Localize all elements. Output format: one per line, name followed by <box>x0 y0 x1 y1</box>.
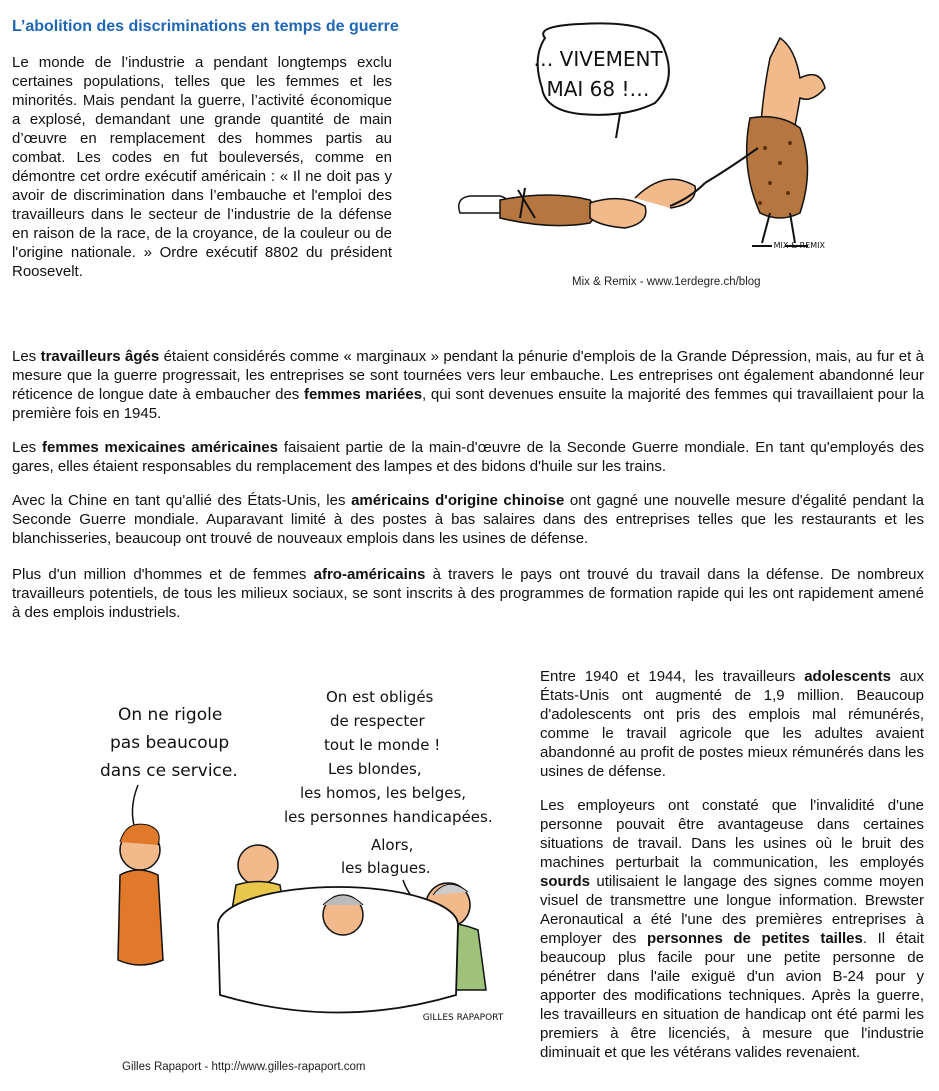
cartoon2-caption: Gilles Rapaport - http://www.gilles-rapaport.com <box>122 1061 366 1073</box>
bubble-left-line: pas beaucoup <box>110 733 230 753</box>
paragraph-chinese-american: Avec la Chine en tant qu'allié des États-Unis, les américains d'origine chinoise ont gagné une nouvelle mesure d'égalité pendant la Seconde Guerre mondiale. Auparavant limité à des postes à bas salaires dans des entreprises telles que les restaurants et les blanchisseries, beaucoup ont trouvé de nouveaux emplois dans les usines de défense. <box>12 492 924 547</box>
bold-term: sourds <box>540 873 591 890</box>
office-meeting-cartoon <box>8 660 528 1045</box>
bubble-right-line: Les blondes, <box>328 760 422 778</box>
bubble-left-line: dans ce service. <box>100 761 238 781</box>
speech-bubble <box>533 23 669 138</box>
speech-line-1: … VIVEMENT <box>533 47 663 71</box>
page-title: L’abolition des discriminations en temps de guerre <box>12 18 399 35</box>
paragraph-mexican-american: Les femmes mexicaines américaines faisaient partie de la main-d'œuvre de la Seconde Guerre mondiale. En tant qu'employés des gares, elles étaient responsables du remplacement des lampes et des bidons d'huile sur les trains. <box>12 439 924 475</box>
bubble-right-line: de respecter <box>330 712 425 730</box>
bubble-left-line: On ne rigole <box>118 705 223 725</box>
bubble-right-line: tout le monde ! <box>324 736 441 754</box>
standing-caveman <box>705 38 825 246</box>
intro-paragraph: Le monde de l’industrie a pendant longtemps exclu certaines populations, telles que les femmes et les minorités. Mais pendant la guerre, l’activité économique a explosé, demandant une grande quantité de main d’œuvre en remplacement des hommes partis au combat. Les codes en fut bouleversés, comme en démontre cet ordre exécutif américain : « Il ne doit pas y avoir de discrimination dans l’embauche et l'emploi des travailleurs dans le secteur de l’industrie de la défense en raison de la race, de la croyance, de la couleur ou de l'origine nationale. » Ordre exécutif 8802 du président Roosevelt. <box>12 54 392 280</box>
cartoon1-signature: MIX & REMIX <box>773 241 825 250</box>
bold-term: femmes mariées <box>303 386 423 403</box>
bold-term: adolescents <box>804 668 891 685</box>
bubble-small-line: Alors, <box>371 836 414 854</box>
bubble-right-line: les personnes handicapées. <box>284 808 493 826</box>
bold-term: personnes de petites tailles <box>646 930 863 947</box>
cartoon2-signature: GILLES RAPAPORT <box>422 1013 504 1023</box>
person-orange <box>118 824 163 965</box>
bubble-left <box>100 705 238 781</box>
speech-line-2: MAI 68 !… <box>546 77 650 101</box>
paragraph-disability: Les employeurs ont constaté que l'invalidité d'une personne pouvait être avantageuse dans certaines situations de travail. Dans les usines où le bruit des machines perturbait la communication, les employés sourds utilisaient le langage des signes comme moyen visuel de transmettre une longue information. Brewster Aeronautical a été l'une des premières entreprises à employer des personnes de petites tailles. Il était beaucoup plus facile pour une petite personne de pénétrer dans l'aile exiguë d'un avion B-24 pour y apporter des modifications techniques. Après la guerre, les travailleurs en situation de handicap ont été parmi les premiers à être licenciés, à mesure que l'industrie diminuait et que les vétérans valides revenaient. <box>540 797 924 1061</box>
bold-term: femmes mexicaines américaines <box>42 439 278 456</box>
person-front <box>323 895 363 935</box>
bubble-small-line: les blagues. <box>341 859 431 877</box>
cartoon1-caption: Mix & Remix - www.1erdegre.ch/blog <box>572 276 761 288</box>
paragraph-elderly-married: Les travailleurs âgés étaient considérés comme « marginaux » pendant la pénurie d'emplois de la Grande Dépression, mais, au fur et à mesure que la guerre progressait, les entreprises se sont tournées vers leur embauche. Les entreprises ont également abandonné leur réticence de longue date à embaucher des femmes mariées, qui sont devenues ensuite la majorité des femmes qui travaillaient pour la première fois en 1945. <box>12 348 925 422</box>
bubble-small <box>341 836 431 877</box>
cavemen-cartoon <box>440 18 860 268</box>
bubble-right-line: On est obligés <box>326 688 434 706</box>
paragraph-african-american: Plus d'un million d'hommes et de femmes afro-américains à travers le pays ont trouvé du travail dans la défense. De nombreux travailleurs potentiels, de tous les milieux sociaux, se sont inscrits à des programmes de formation rapide qui les ont rapidement amené à des emplois industriels. <box>12 566 924 621</box>
bold-term: travailleurs âgés <box>40 348 160 365</box>
lying-caveman <box>459 179 705 228</box>
bold-term: américains d'origine chinoise <box>351 492 565 509</box>
bubble-right <box>284 688 493 826</box>
paragraph-adolescents: Entre 1940 et 1944, les travailleurs adolescents aux États-Unis ont augmenté de 1,9 million. Beaucoup d'adolescents ont pris des emplois mal rémunérés, comme le travail agricole que les adultes avaient abandonné au profit de postes mieux rémunérés dans les usines de défense. <box>540 668 924 780</box>
bold-term: afro-américains <box>313 566 426 583</box>
bubble-right-line: les homos, les belges, <box>300 784 467 802</box>
